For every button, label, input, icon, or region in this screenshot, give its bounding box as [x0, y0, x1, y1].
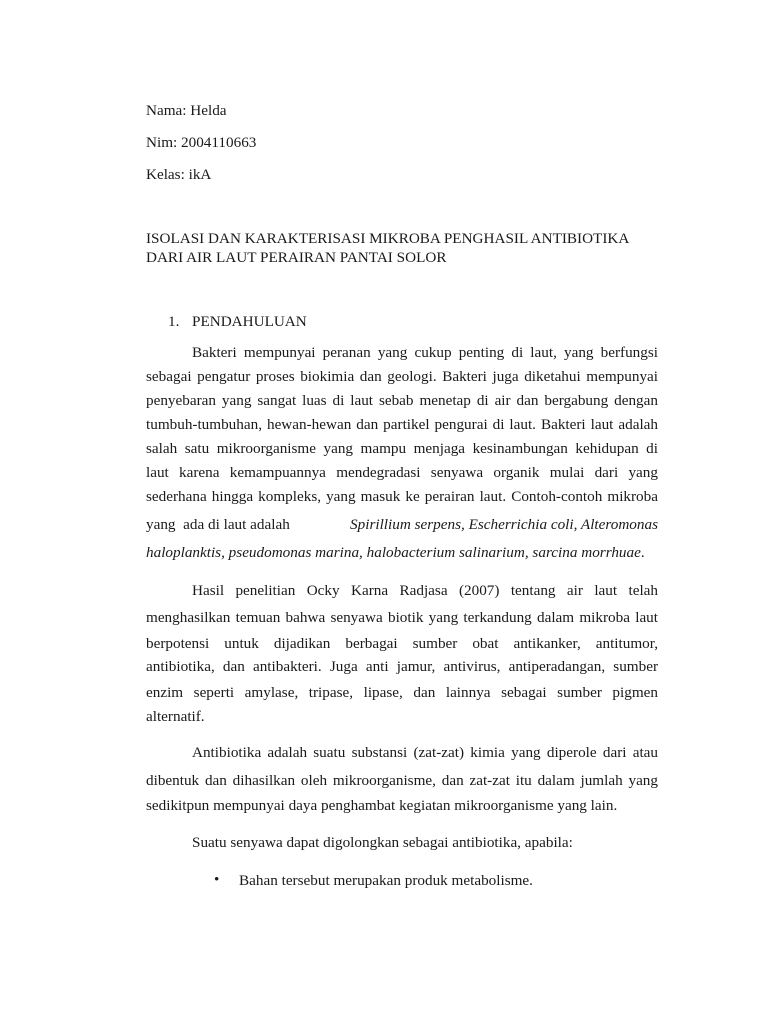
paragraph-2-line: alternatif. — [146, 708, 205, 725]
paragraph-1-species-line — [146, 516, 658, 534]
paragraph-2-line: berpotensi untuk dijadikan berbagai sumber obat antikanker, antitumor, — [146, 635, 658, 652]
paragraph-1-species-line-2 — [146, 544, 645, 562]
paragraph-1-line: sederhana hingga kompleks, yang masuk ke perairan laut. Contoh-contoh mikroba — [146, 488, 658, 505]
species-names-2: haloplanktis, pseudomonas marina, halobacterium salinarium, sarcina morrhuae — [146, 544, 641, 561]
paragraph-1-line: penyebaran yang sangat luas di laut sebab menetap di air dan bergabung dengan — [146, 392, 658, 409]
paragraph-1-line: tumbuh-tumbuhan, hewan-hewan dan partikel pengurai di laut. Bakteri laut adalah — [146, 416, 658, 433]
student-name: Nama: Helda — [146, 102, 227, 119]
bullet-item-text: Bahan tersebut merupakan produk metabolisme. — [239, 872, 533, 889]
paragraph-1-line: sebagai pengatur proses biokimia dan geologi. Bakteri juga diketahui mempunyai — [146, 368, 658, 385]
paragraph-2-line: enzim seperti amylase, tripase, lipase, dan lainnya sebagai sumber pigmen — [146, 684, 658, 701]
paragraph-4: Suatu senyawa dapat digolongkan sebagai antibiotika, apabila: — [192, 834, 573, 851]
student-nim: Nim: 2004110663 — [146, 134, 257, 151]
species-names-1: Spirillium serpens, Escherrichia coli, Alteromonas — [350, 516, 658, 533]
document-title-line-1: ISOLASI DAN KARAKTERISASI MIKROBA PENGHASIL ANTIBIOTIKA — [146, 230, 630, 247]
bullet-symbol: • — [214, 871, 220, 888]
paragraph-1-line: salah satu mikroorganisme yang mampu menjaga kesinambungan kehidupan di — [146, 440, 658, 457]
paragraph-3-line: dibentuk dan dihasilkan oleh mikroorganisme, dan zat-zat itu dalam jumlah yang — [146, 772, 658, 789]
student-class: Kelas: ikA — [146, 166, 212, 183]
document-title-line-2: DARI AIR LAUT PERAIRAN PANTAI SOLOR — [146, 249, 447, 266]
species-lead-text: yang ada di laut adalah — [146, 516, 294, 533]
paragraph-2-line: menghasilkan temuan bahwa senyawa biotik yang terkandung dalam mikroba laut — [146, 609, 658, 626]
paragraph-3-line: Antibiotika adalah suatu substansi (zat-zat) kimia yang diperole dari atau — [192, 744, 658, 761]
section-number: 1. — [168, 313, 180, 330]
species-period: . — [640, 544, 645, 561]
paragraph-2-line: antibiotika, dan antibakteri. Juga anti jamur, antivirus, antiperadangan, sumber — [146, 658, 658, 675]
paragraph-1-line: Bakteri mempunyai peranan yang cukup penting di laut, yang berfungsi — [192, 344, 658, 361]
paragraph-1-line: laut karena kemampuannya mendegradasi senyawa organik mulai dari yang — [146, 464, 658, 481]
paragraph-3-line: sedikitpun mempunyai daya penghambat kegiatan mikroorganisme yang lain. — [146, 797, 618, 814]
section-heading: PENDAHULUAN — [192, 313, 307, 330]
paragraph-2-line: Hasil penelitian Ocky Karna Radjasa (2007) tentang air laut telah — [192, 582, 658, 599]
